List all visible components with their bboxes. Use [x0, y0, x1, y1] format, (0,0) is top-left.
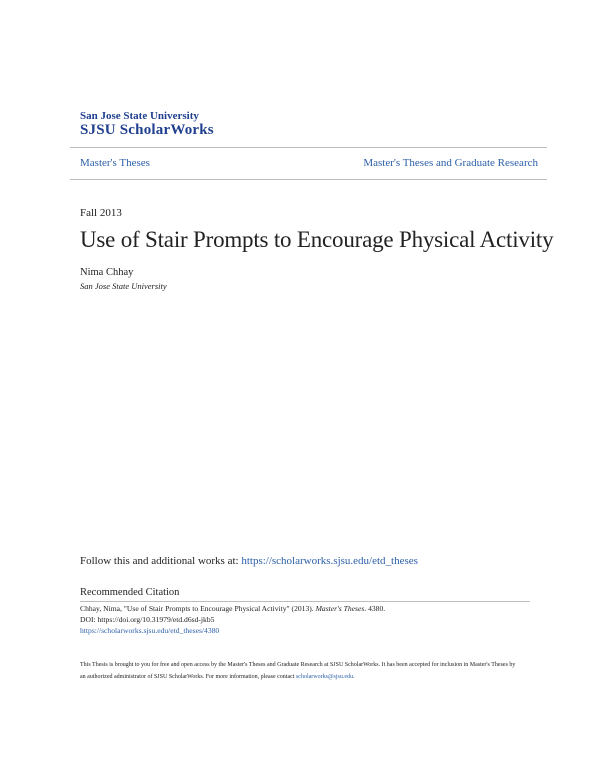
document-title: Use of Stair Prompts to Encourage Physical Activity — [80, 227, 554, 252]
author-affiliation: San Jose State University — [80, 281, 167, 291]
university-name: San Jose State University — [80, 110, 199, 122]
author-name: Nima Chhay — [80, 267, 134, 278]
top-rule — [70, 147, 547, 148]
citation-number: . 4380. — [364, 604, 386, 613]
citation-rule — [80, 601, 530, 602]
contact-email-link[interactable]: scholarworks@sjsu.edu — [295, 674, 353, 680]
footer-end: . — [353, 674, 355, 680]
citation-link[interactable]: https://scholarworks.sjsu.edu/etd_theses/4380 — [80, 626, 220, 635]
citation-text: Chhay, Nima, "Use of Stair Prompts to Encourage Physical Activity" (2013). — [80, 604, 314, 613]
follow-prefix: Follow this and additional works at: — [80, 555, 239, 567]
follow-line — [80, 555, 418, 567]
citation-series: Master's Theses — [315, 604, 365, 613]
footer-text: This Thesis is brought to you for free and open access by the Master's Theses and Graduate Research at SJSU ScholarWorks. It has been accepted for inclusion in Master's Theses by an authorized administrator of SJSU ScholarWorks. For more information, please contact — [80, 662, 516, 680]
breadcrumb-masters-theses[interactable]: Master's Theses — [80, 157, 150, 169]
publication-date: Fall 2013 — [80, 207, 122, 219]
recommended-citation-heading: Recommended Citation — [80, 587, 180, 598]
citation-block — [80, 603, 520, 636]
scholarworks-brand[interactable]: SJSU ScholarWorks — [80, 122, 214, 138]
citation-line — [80, 603, 520, 614]
breadcrumb-graduate-research[interactable]: Master's Theses and Graduate Research — [363, 157, 538, 169]
footer-notice — [80, 659, 520, 683]
citation-doi: DOI: https://doi.org/10.31979/etd.d6sd-jkb5 — [80, 615, 215, 624]
follow-link[interactable]: https://scholarworks.sjsu.edu/etd_theses — [241, 555, 418, 567]
bottom-rule — [70, 179, 547, 180]
